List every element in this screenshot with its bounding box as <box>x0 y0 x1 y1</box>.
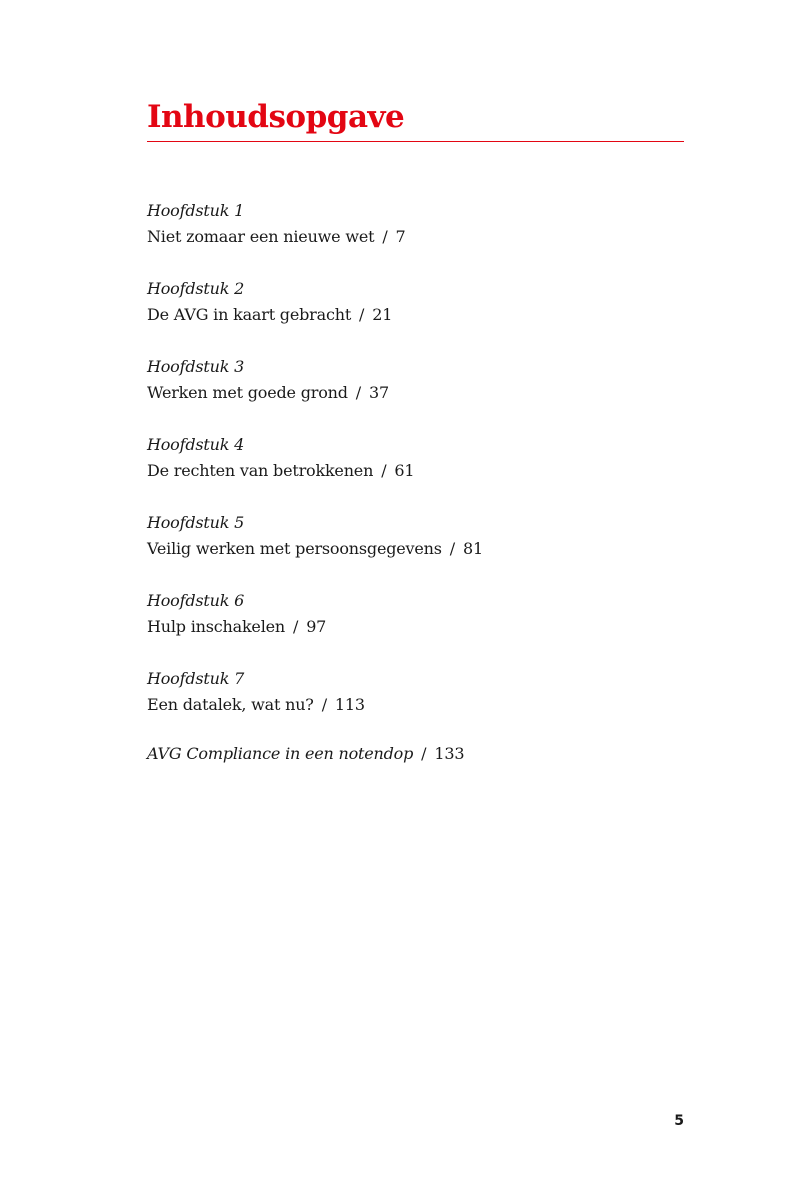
chapter-page-number: 113 <box>334 695 365 714</box>
separator: / <box>321 695 327 714</box>
chapter-label: Hoofdstuk 7 <box>147 669 245 688</box>
chapter-label: Hoofdstuk 2 <box>147 279 245 298</box>
toc-entry-chapter-5[interactable] <box>147 510 684 588</box>
toc-entry-chapter-6[interactable] <box>147 588 684 666</box>
page-title: Inhoudsopgave <box>147 99 405 135</box>
chapter-page-number: 81 <box>462 539 483 558</box>
separator: / <box>355 383 361 402</box>
page-number: 5 <box>674 1113 684 1129</box>
chapter-title: Werken met goede grond <box>147 383 348 402</box>
separator: / <box>421 744 427 763</box>
chapter-page-number: 97 <box>306 617 327 636</box>
toc-entry-chapter-3[interactable] <box>147 354 684 432</box>
chapter-label: Hoofdstuk 4 <box>147 435 245 454</box>
chapter-page-number: 37 <box>368 383 389 402</box>
chapter-title: Hulp inschakelen <box>147 617 285 636</box>
toc-entry-chapter-7[interactable] <box>147 666 684 744</box>
chapter-title: De AVG in kaart gebracht <box>147 305 352 324</box>
chapter-title: De rechten van betrokkenen <box>147 461 374 480</box>
toc-entry-chapter-1[interactable] <box>147 198 684 276</box>
separator: / <box>293 617 299 636</box>
chapter-label: Hoofdstuk 1 <box>147 201 245 220</box>
chapter-page-number: 7 <box>395 227 406 246</box>
appendix-title: AVG Compliance in een notendop <box>147 744 414 763</box>
chapter-page-number: 21 <box>372 305 393 324</box>
table-of-contents <box>147 198 684 744</box>
chapter-page-number: 61 <box>394 461 415 480</box>
chapter-label: Hoofdstuk 3 <box>147 357 245 376</box>
chapter-label: Hoofdstuk 5 <box>147 513 245 532</box>
chapter-title: Een datalek, wat nu? <box>147 695 314 714</box>
toc-entry-chapter-2[interactable] <box>147 276 684 354</box>
separator: / <box>382 227 388 246</box>
separator: / <box>381 461 387 480</box>
toc-entry-appendix[interactable] <box>147 741 464 767</box>
separator: / <box>449 539 455 558</box>
separator: / <box>359 305 365 324</box>
chapter-label: Hoofdstuk 6 <box>147 591 245 610</box>
chapter-title: Veilig werken met persoonsgegevens <box>147 539 442 558</box>
title-underline <box>147 141 684 142</box>
appendix-page-number: 133 <box>434 744 465 763</box>
toc-entry-chapter-4[interactable] <box>147 432 684 510</box>
chapter-title: Niet zomaar een nieuwe wet <box>147 227 375 246</box>
